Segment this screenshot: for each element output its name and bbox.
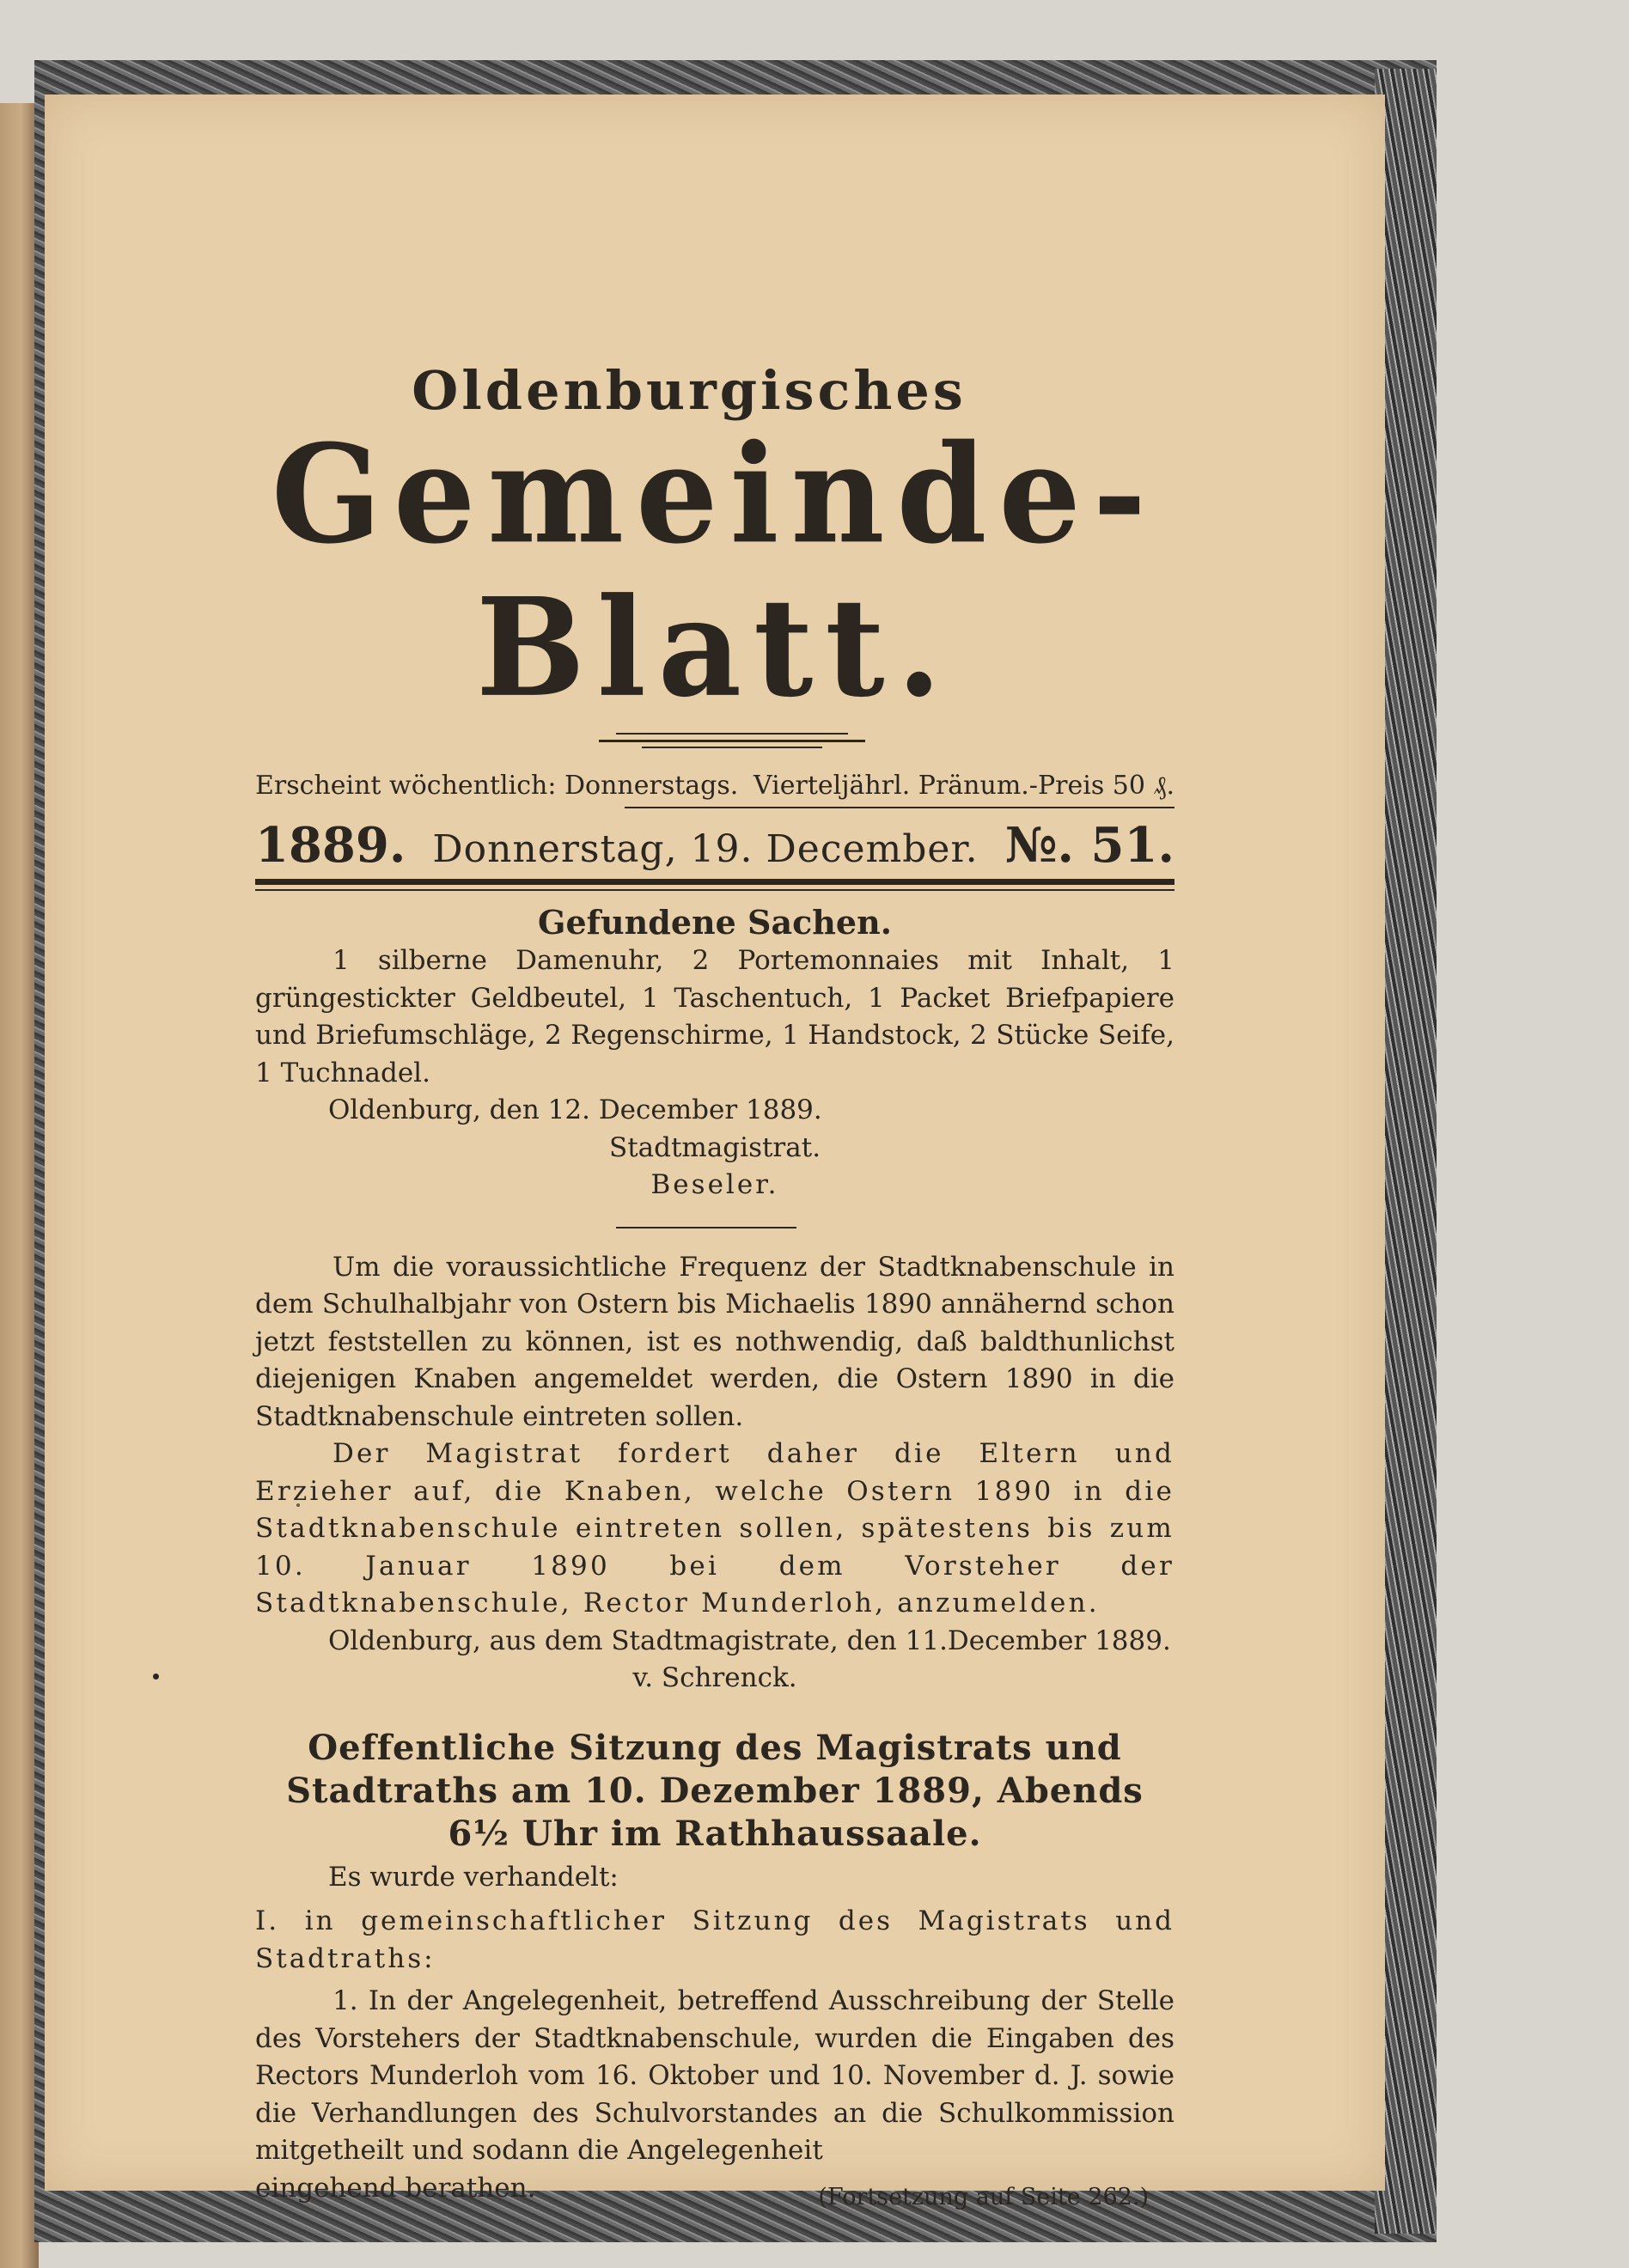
ink-speck <box>153 1674 159 1680</box>
subscription-price: Vierteljährl. Pränum.-Preis 50 ₰. <box>753 771 1174 801</box>
found-place-date: Oldenburg, den 12. December 1889. <box>328 1094 822 1125</box>
issue-date: Donnerstag, 19. December. <box>432 827 979 871</box>
thin-divider <box>255 889 1174 891</box>
ornamental-rule <box>255 726 1174 760</box>
masthead-title: Gemeinde-Blatt. <box>271 415 1159 728</box>
school-signature: v. Schrenck. <box>632 1662 797 1693</box>
session-item-1-end: eingehend berathen. <box>255 2172 536 2204</box>
issue-number: №. 51. <box>1004 817 1174 874</box>
publication-info <box>255 767 1174 805</box>
school-paragraph-2: Der Magistrat fordert daher die Eltern und Erzieher auf, die Knaben, welche Ostern 1890 in die Stadtknabenschule eintreten sollen, spätestens bis zum 10. Januar 1890 bei dem Vorsteher der Stadtknabenschule, Rector Munderloh, anzumelden. <box>255 1438 1174 1619</box>
newspaper-page <box>45 94 1385 2210</box>
found-authority: Stadtmagistrat. <box>608 1131 821 1163</box>
continuation-note: (Fortsetzung auf Seite 262.) <box>818 2183 1149 2210</box>
session-item-1: 1. In der Angelegenheit, betreffend Ausschreibung der Stelle des Vorstehers der Stadtknabenschule, wurden die Eingaben des Rectors Munderloh vom 16. Oktober und 10. November d. J. sowie die Verhandlungen des Schulvorstandes an die Schulkommission mitgetheilt und sodann die Angelegenheit <box>255 1985 1174 2166</box>
closing-row <box>255 2170 1174 2208</box>
session-section-heading: I. in gemeinschaftlicher Sitzung des Magistrats und Stadtraths: <box>255 1905 1174 1974</box>
divider <box>625 807 1174 808</box>
school-paragraph-1: Um die voraussichtliche Frequenz der Stadtknabenschule in dem Schulhalbjahr von Ostern bis Michaelis 1890 annähernd schon jetzt feststellen zu können, ist es nothwendig, daß baldthunlichst diejenigen Knaben angemeldet werden, die Ostern 1890 in die Stadtknabenschule eintreten sollen. <box>255 1251 1174 1432</box>
session-intro: Es wurde verhandelt: <box>328 1861 619 1893</box>
school-place-date: Oldenburg, aus dem Stadtmagistrate, den 11.December 1889. <box>328 1625 1171 1656</box>
left-page-edge <box>0 103 39 2268</box>
heavy-divider <box>255 879 1174 885</box>
dateline <box>255 817 1174 874</box>
issue-year: 1889. <box>255 817 406 874</box>
page-content <box>255 357 1174 2210</box>
publication-schedule: Erscheint wöchentlich: Donnerstags. <box>255 771 739 801</box>
found-items-heading: Gefundene Sachen. <box>538 903 892 942</box>
masthead-subtitle: Oldenburgisches <box>412 359 967 422</box>
session-heading: Oeffentliche Sitzung des Magistrats und Stadtraths am 10. Dezember 1889, Abends 6½ Uhr im Rathhaussaale. <box>286 1727 1144 1854</box>
section-separator <box>616 1227 796 1228</box>
found-signature: Beseler. <box>650 1169 779 1200</box>
found-items-text: 1 silberne Damenuhr, 2 Portemonnaies mit Inhalt, 1 grüngestickter Geldbeutel, 1 Taschentuch, 1 Packet Briefpapiere und Briefumschläge, 2 Regenschirme, 1 Handstock, 2 Stücke Seife, 1 Tuchnadel. <box>255 945 1174 1088</box>
